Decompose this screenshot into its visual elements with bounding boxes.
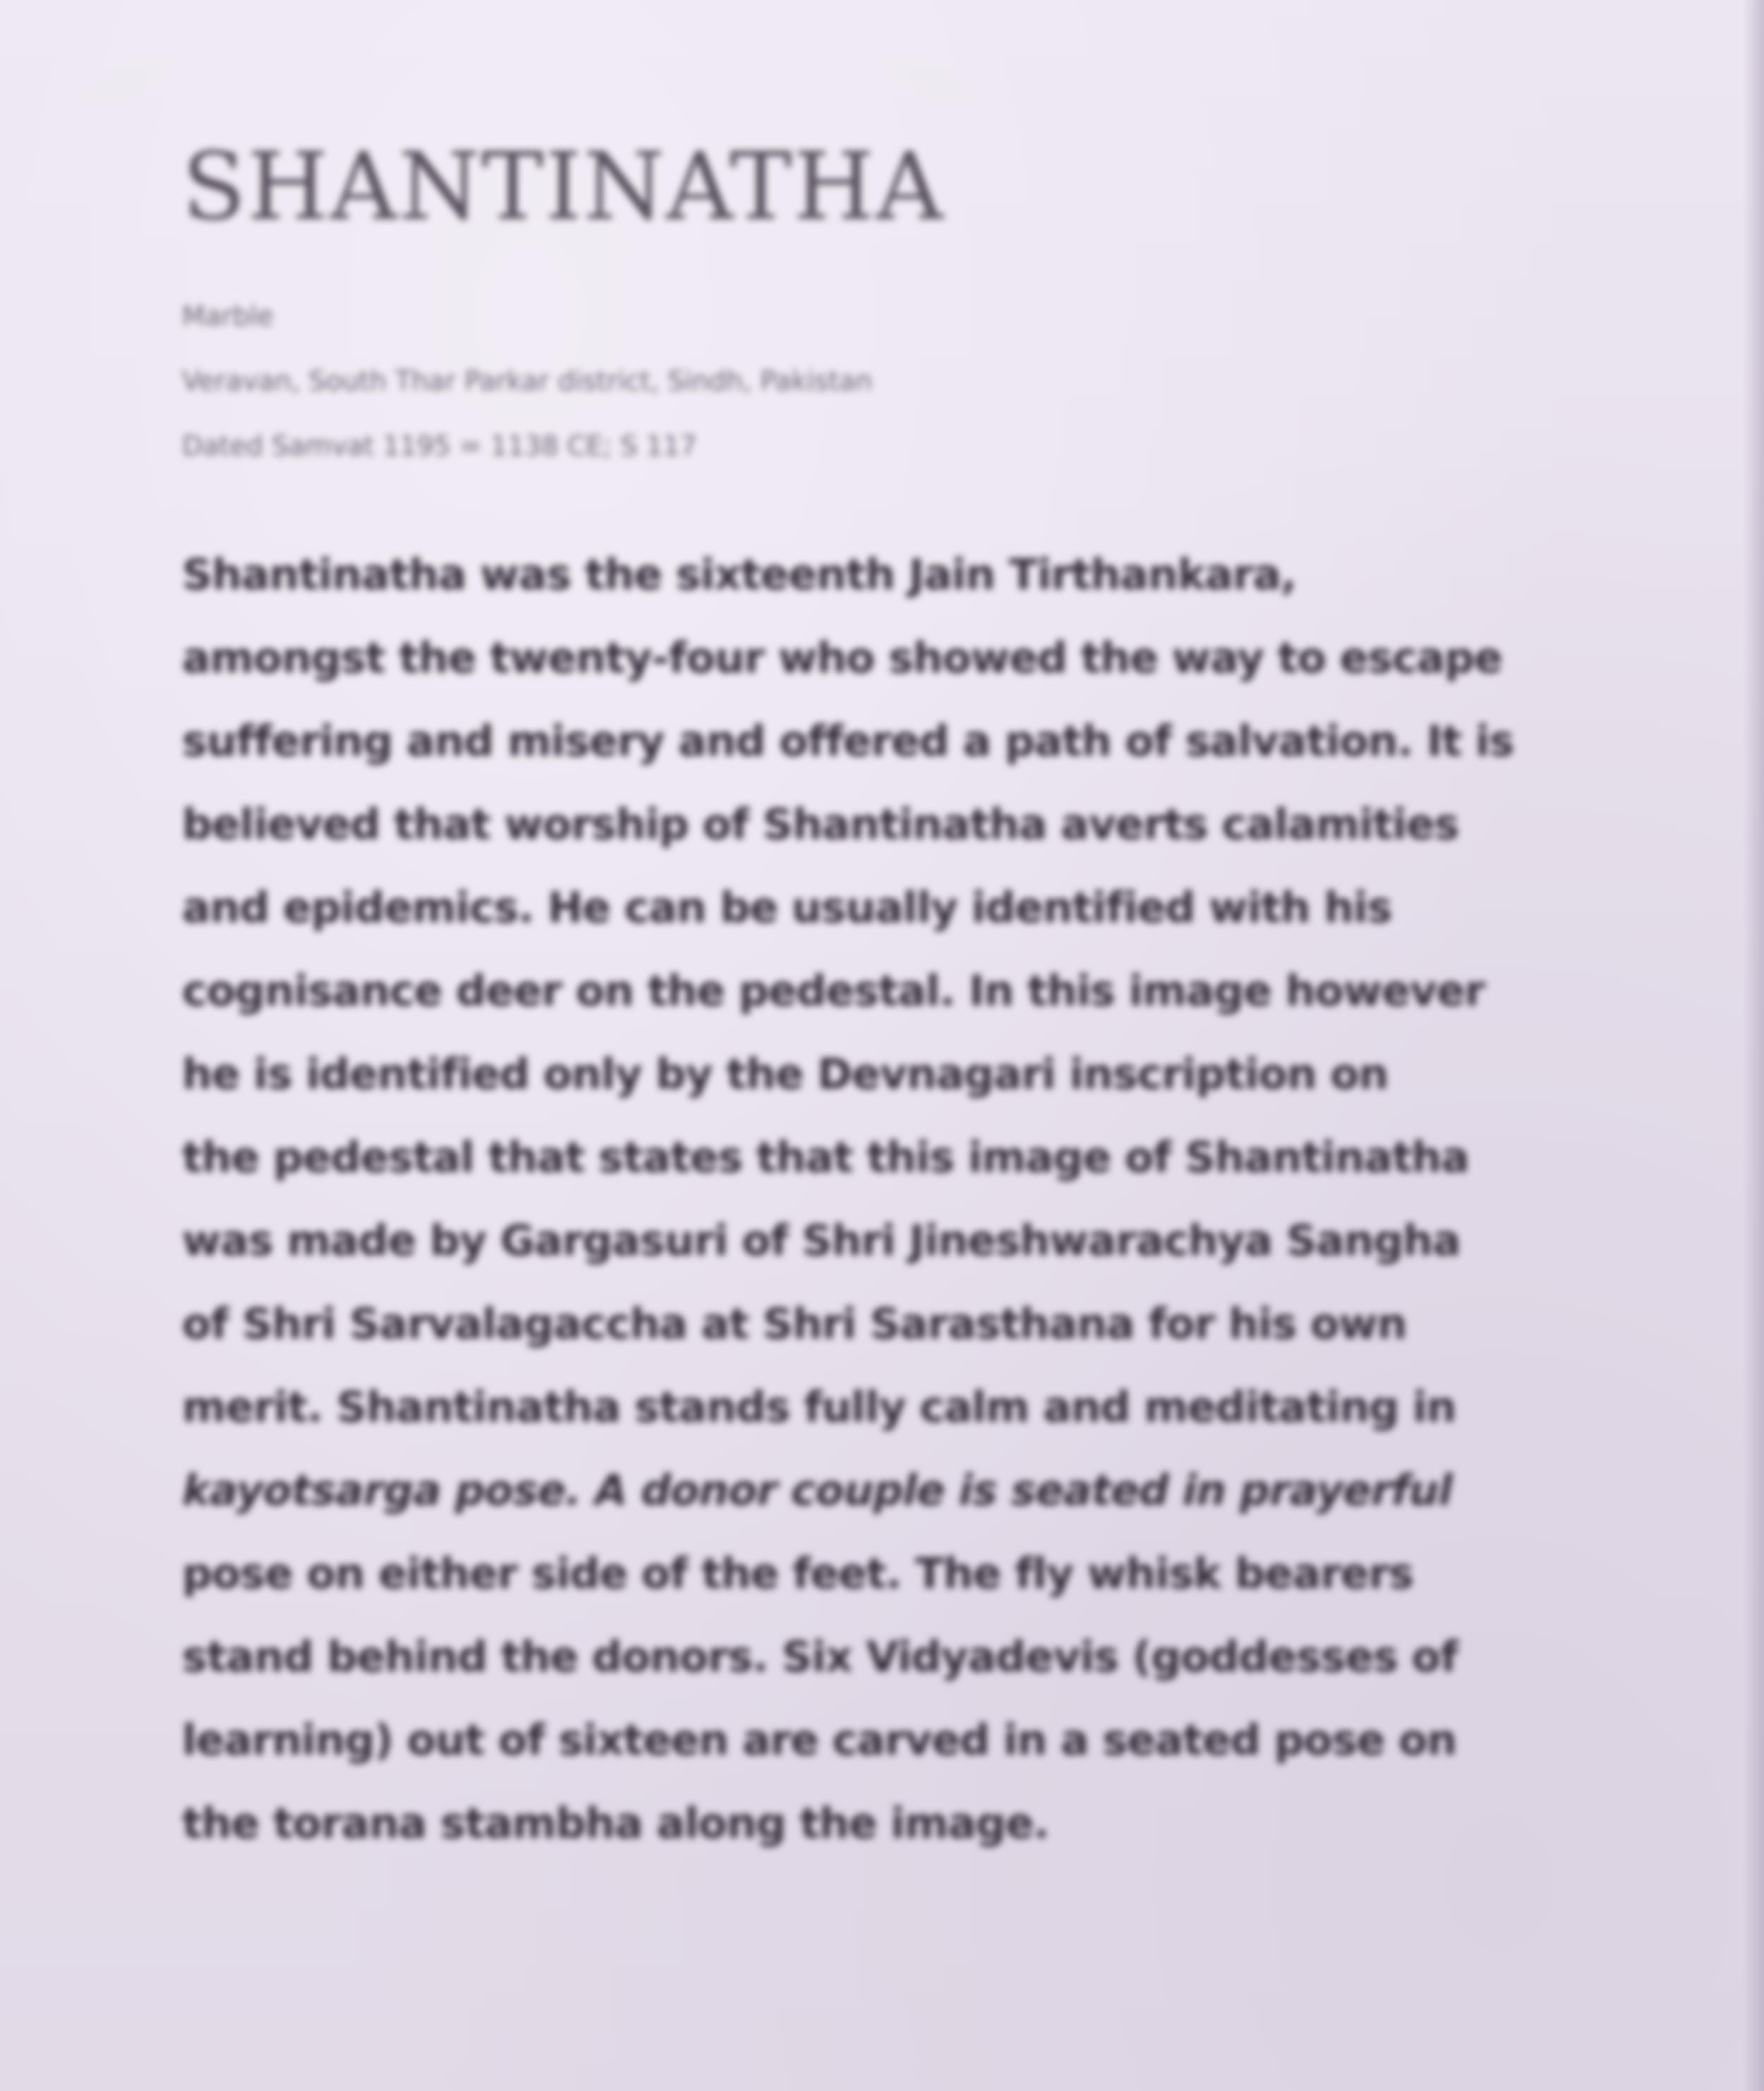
board-edge-shadow — [1743, 0, 1764, 2091]
description-line: and epidemics. He can be usually identified with his — [182, 883, 1392, 933]
description-line: was made by Gargasuri of Shri Jineshwarachya Sangha — [182, 1216, 1461, 1266]
label-meta — [182, 284, 1699, 478]
description-line: suffering and misery and offered a path of salvation. It is — [182, 717, 1514, 766]
description-line: Shantinatha was the sixteenth Jain Tirthankara, — [182, 550, 1296, 600]
description-line: of Shri Sarvalagaccha at Shri Sarasthana for his own — [182, 1299, 1407, 1349]
label-description — [182, 533, 1699, 1865]
description-line: cognisance deer on the pedestal. In this image however — [182, 966, 1485, 1016]
description-line: kayotsarga pose. A donor couple is seated in prayerful — [182, 1466, 1452, 1515]
description-line: learning) out of sixteen are carved in a seated pose on — [182, 1716, 1456, 1765]
description-line: amongst the twenty-four who showed the way to escape — [182, 634, 1502, 683]
description-line: stand behind the donors. Six Vidyadevis (goddesses of — [182, 1632, 1458, 1682]
description-line: merit. Shantinatha stands fully calm and meditating in — [182, 1383, 1456, 1432]
description-line: believed that worship of Shantinatha averts calamities — [182, 800, 1459, 849]
description-line: pose on either side of the feet. The fly whisk bearers — [182, 1549, 1413, 1599]
description-line: the torana stambha along the image. — [182, 1799, 1049, 1848]
description-line: the pedestal that states that this image of Shantinatha — [182, 1133, 1469, 1182]
museum-label — [182, 134, 1699, 1865]
label-title: SHANTINATHA — [182, 133, 945, 241]
label-date: Dated Samvat 1195 = 1138 CE; S 117 — [182, 430, 697, 461]
label-provenance: Veravan, South Thar Parkar district, Sindh, Pakistan — [182, 365, 873, 396]
label-material: Marble — [182, 301, 274, 332]
description-line: he is identified only by the Devnagari inscription on — [182, 1050, 1389, 1099]
